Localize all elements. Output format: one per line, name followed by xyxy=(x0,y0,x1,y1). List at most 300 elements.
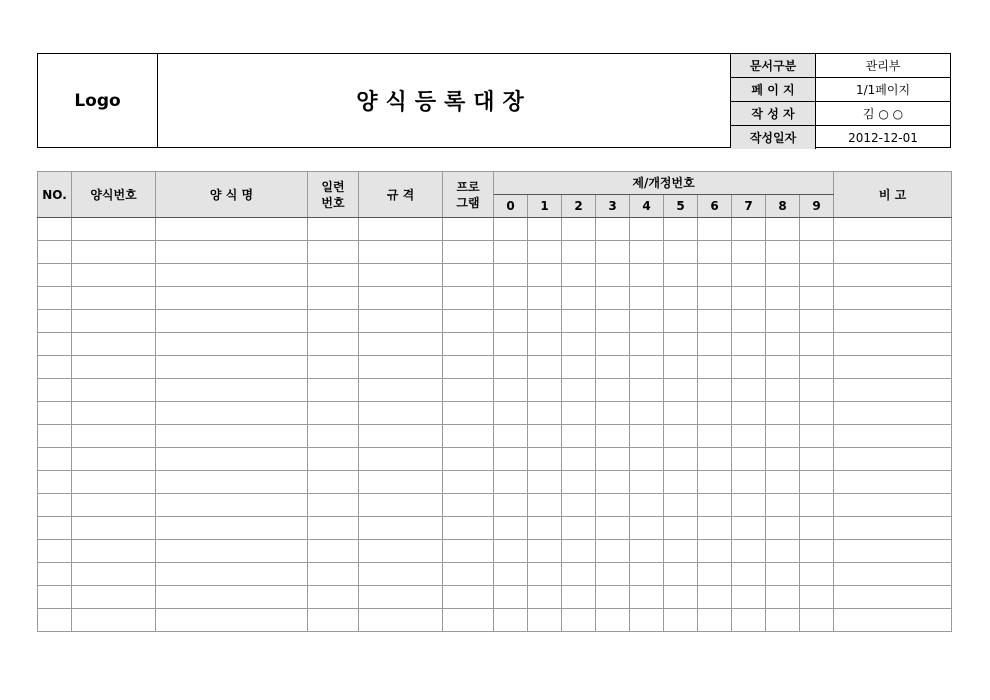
table-cell xyxy=(834,264,952,287)
table-cell xyxy=(359,218,443,241)
info-label: 작성일자 xyxy=(731,126,816,150)
header-revision-7: 7 xyxy=(732,195,766,218)
table-cell xyxy=(494,310,528,333)
table-cell xyxy=(766,379,800,402)
header-revision-3: 3 xyxy=(596,195,630,218)
table-cell xyxy=(72,586,156,609)
table-cell xyxy=(630,540,664,563)
table-cell xyxy=(156,356,308,379)
table-cell xyxy=(156,218,308,241)
table-cell xyxy=(443,494,494,517)
table-cell xyxy=(156,241,308,264)
table-cell xyxy=(732,333,766,356)
table-cell xyxy=(698,402,732,425)
table-cell xyxy=(38,517,72,540)
header-spec: 규 격 xyxy=(359,172,443,218)
info-row-page xyxy=(731,78,950,102)
header-serial-line1: 일련 xyxy=(321,179,345,194)
table-cell xyxy=(596,333,630,356)
table-cell xyxy=(800,586,834,609)
table-cell xyxy=(766,609,800,632)
header-program xyxy=(443,172,494,218)
table-cell xyxy=(698,379,732,402)
table-cell xyxy=(156,540,308,563)
table-cell xyxy=(528,241,562,264)
header-serial-number xyxy=(308,172,359,218)
table-cell xyxy=(596,218,630,241)
table-cell xyxy=(834,517,952,540)
table-cell xyxy=(732,356,766,379)
table-cell xyxy=(72,264,156,287)
table-cell xyxy=(156,494,308,517)
table-cell xyxy=(664,425,698,448)
table-cell xyxy=(800,264,834,287)
table-cell xyxy=(359,241,443,264)
table-cell xyxy=(834,471,952,494)
table-cell xyxy=(72,333,156,356)
table-cell xyxy=(800,448,834,471)
table-cell xyxy=(834,448,952,471)
table-cell xyxy=(800,310,834,333)
table-cell xyxy=(308,402,359,425)
table-cell xyxy=(528,586,562,609)
form-register-table xyxy=(37,171,952,632)
table-cell xyxy=(630,448,664,471)
header-revision-5: 5 xyxy=(664,195,698,218)
table-cell xyxy=(766,402,800,425)
table-cell xyxy=(596,517,630,540)
table-cell xyxy=(698,310,732,333)
table-cell xyxy=(766,425,800,448)
table-cell xyxy=(494,402,528,425)
table-cell xyxy=(359,586,443,609)
table-cell xyxy=(630,241,664,264)
table-cell xyxy=(766,264,800,287)
table-cell xyxy=(156,425,308,448)
table-cell xyxy=(596,494,630,517)
table-cell xyxy=(732,241,766,264)
table-cell xyxy=(494,425,528,448)
table-cell xyxy=(698,241,732,264)
table-cell xyxy=(834,609,952,632)
table-cell xyxy=(443,241,494,264)
table-cell xyxy=(359,310,443,333)
table-cell xyxy=(596,448,630,471)
table-cell xyxy=(443,448,494,471)
table-row xyxy=(38,586,952,609)
table-cell xyxy=(72,517,156,540)
table-cell xyxy=(528,609,562,632)
table-cell xyxy=(528,287,562,310)
table-cell xyxy=(800,517,834,540)
table-cell xyxy=(494,448,528,471)
table-cell xyxy=(630,586,664,609)
table-cell xyxy=(359,540,443,563)
table-cell xyxy=(156,448,308,471)
table-cell xyxy=(443,471,494,494)
table-cell xyxy=(596,379,630,402)
table-cell xyxy=(698,586,732,609)
info-label: 문서구분 xyxy=(731,54,816,78)
table-cell xyxy=(308,494,359,517)
table-cell xyxy=(528,379,562,402)
table-cell xyxy=(72,218,156,241)
table-cell xyxy=(494,264,528,287)
table-cell xyxy=(562,264,596,287)
table-cell xyxy=(494,379,528,402)
table-cell xyxy=(38,448,72,471)
table-cell xyxy=(630,356,664,379)
table-cell xyxy=(698,609,732,632)
table-cell xyxy=(562,517,596,540)
table-cell xyxy=(698,356,732,379)
header-revision-number: 제/개정번호 xyxy=(494,172,834,195)
table-cell xyxy=(494,356,528,379)
table-cell xyxy=(443,517,494,540)
table-cell xyxy=(528,310,562,333)
table-cell xyxy=(38,540,72,563)
table-cell xyxy=(834,333,952,356)
table-cell xyxy=(800,425,834,448)
table-cell xyxy=(38,310,72,333)
table-cell xyxy=(443,218,494,241)
table-cell xyxy=(800,287,834,310)
table-cell xyxy=(308,241,359,264)
table-cell xyxy=(494,494,528,517)
table-cell xyxy=(38,356,72,379)
table-cell xyxy=(494,333,528,356)
table-cell xyxy=(38,402,72,425)
table-cell xyxy=(664,471,698,494)
table-cell xyxy=(834,586,952,609)
table-cell xyxy=(732,494,766,517)
table-cell xyxy=(156,264,308,287)
table-cell xyxy=(664,287,698,310)
table-cell xyxy=(562,379,596,402)
info-value: 2012-12-01 xyxy=(848,130,918,145)
table-cell xyxy=(698,264,732,287)
table-cell xyxy=(732,540,766,563)
table-row xyxy=(38,333,952,356)
table-cell xyxy=(38,264,72,287)
table-row xyxy=(38,218,952,241)
document-header xyxy=(37,53,951,148)
table-cell xyxy=(800,333,834,356)
table-cell xyxy=(72,287,156,310)
document-title: 양식등록대장 xyxy=(158,54,731,147)
table-cell xyxy=(72,471,156,494)
table-cell xyxy=(630,609,664,632)
header-revision-8: 8 xyxy=(766,195,800,218)
table-cell xyxy=(664,586,698,609)
table-cell xyxy=(732,586,766,609)
table-cell xyxy=(38,218,72,241)
table-row xyxy=(38,241,952,264)
info-value: 관리부 xyxy=(816,54,951,78)
table-cell xyxy=(596,356,630,379)
table-cell xyxy=(630,264,664,287)
table-row xyxy=(38,264,952,287)
table-cell xyxy=(38,471,72,494)
table-cell xyxy=(156,609,308,632)
table-cell xyxy=(156,586,308,609)
table-cell xyxy=(562,540,596,563)
table-cell xyxy=(630,471,664,494)
table-cell xyxy=(443,540,494,563)
table-cell xyxy=(766,287,800,310)
table-cell xyxy=(630,494,664,517)
table-cell xyxy=(562,563,596,586)
info-row-category xyxy=(731,54,950,78)
table-row xyxy=(38,448,952,471)
table-cell xyxy=(494,586,528,609)
table-cell xyxy=(494,287,528,310)
table-cell xyxy=(38,287,72,310)
table-cell xyxy=(308,287,359,310)
table-cell xyxy=(359,287,443,310)
header-revision-0: 0 xyxy=(494,195,528,218)
table-cell xyxy=(732,609,766,632)
header-revision-1: 1 xyxy=(528,195,562,218)
table-cell xyxy=(38,379,72,402)
table-cell xyxy=(72,609,156,632)
table-cell xyxy=(528,425,562,448)
table-cell xyxy=(630,379,664,402)
table-cell xyxy=(443,402,494,425)
table-cell xyxy=(156,310,308,333)
table-cell xyxy=(72,356,156,379)
table-cell xyxy=(698,471,732,494)
table-cell xyxy=(596,287,630,310)
table-cell xyxy=(359,402,443,425)
table-cell xyxy=(72,241,156,264)
table-row xyxy=(38,425,952,448)
table-cell xyxy=(800,563,834,586)
table-row xyxy=(38,379,952,402)
table-cell xyxy=(834,379,952,402)
table-cell xyxy=(732,379,766,402)
table-cell xyxy=(528,264,562,287)
table-cell xyxy=(359,333,443,356)
table-cell xyxy=(766,356,800,379)
table-cell xyxy=(359,448,443,471)
table-cell xyxy=(308,264,359,287)
table-cell xyxy=(596,609,630,632)
table-cell xyxy=(664,218,698,241)
table-cell xyxy=(698,563,732,586)
table-cell xyxy=(596,264,630,287)
table-row xyxy=(38,517,952,540)
table-cell xyxy=(630,333,664,356)
table-cell xyxy=(359,563,443,586)
table-cell xyxy=(732,471,766,494)
table-cell xyxy=(562,310,596,333)
table-cell xyxy=(800,379,834,402)
table-cell xyxy=(308,609,359,632)
table-cell xyxy=(664,310,698,333)
table-cell xyxy=(528,218,562,241)
table-cell xyxy=(38,241,72,264)
header-program-line1: 프로 xyxy=(456,179,480,194)
table-cell xyxy=(766,563,800,586)
table-cell xyxy=(698,448,732,471)
table-cell xyxy=(494,609,528,632)
info-label: 페 이 지 xyxy=(731,78,816,102)
table-cell xyxy=(308,471,359,494)
table-cell xyxy=(38,609,72,632)
table-cell xyxy=(562,425,596,448)
table-cell xyxy=(443,425,494,448)
table-cell xyxy=(766,540,800,563)
table-cell xyxy=(664,563,698,586)
table-cell xyxy=(664,448,698,471)
table-cell xyxy=(732,264,766,287)
table-cell xyxy=(443,264,494,287)
table-cell xyxy=(359,379,443,402)
table-cell xyxy=(562,448,596,471)
table-cell xyxy=(72,379,156,402)
table-cell xyxy=(766,471,800,494)
table-cell xyxy=(664,517,698,540)
table-row xyxy=(38,540,952,563)
table-cell xyxy=(834,494,952,517)
table-cell xyxy=(698,218,732,241)
table-cell xyxy=(528,517,562,540)
table-cell xyxy=(630,402,664,425)
table-cell xyxy=(596,402,630,425)
table-cell xyxy=(494,241,528,264)
table-row xyxy=(38,287,952,310)
table-cell xyxy=(834,218,952,241)
table-cell xyxy=(528,356,562,379)
table-cell xyxy=(562,333,596,356)
document-info-table xyxy=(731,54,950,149)
table-cell xyxy=(38,563,72,586)
table-cell xyxy=(494,218,528,241)
table-row xyxy=(38,356,952,379)
table-cell xyxy=(664,356,698,379)
table-cell xyxy=(528,494,562,517)
info-value: 1/1페이지 xyxy=(816,78,951,102)
table-cell xyxy=(664,333,698,356)
table-cell xyxy=(834,540,952,563)
table-cell xyxy=(732,425,766,448)
table-cell xyxy=(766,517,800,540)
table-cell xyxy=(72,563,156,586)
table-cell xyxy=(596,310,630,333)
table-cell xyxy=(443,310,494,333)
table-cell xyxy=(596,540,630,563)
table-cell xyxy=(359,494,443,517)
table-cell xyxy=(834,402,952,425)
table-cell xyxy=(443,379,494,402)
table-cell xyxy=(766,494,800,517)
table-cell xyxy=(596,425,630,448)
table-cell xyxy=(443,287,494,310)
table-cell xyxy=(72,402,156,425)
table-cell xyxy=(443,609,494,632)
register-body xyxy=(38,218,952,632)
table-cell xyxy=(732,310,766,333)
table-cell xyxy=(494,471,528,494)
table-cell xyxy=(630,425,664,448)
table-cell xyxy=(664,609,698,632)
table-cell xyxy=(800,609,834,632)
table-cell xyxy=(308,379,359,402)
table-cell xyxy=(800,494,834,517)
table-cell xyxy=(834,425,952,448)
table-cell xyxy=(359,517,443,540)
table-cell xyxy=(72,310,156,333)
table-cell xyxy=(156,333,308,356)
table-cell xyxy=(766,448,800,471)
table-cell xyxy=(72,448,156,471)
table-cell xyxy=(443,333,494,356)
table-cell xyxy=(156,402,308,425)
table-cell xyxy=(766,218,800,241)
table-cell xyxy=(308,563,359,586)
table-cell xyxy=(834,287,952,310)
header-program-line2: 그램 xyxy=(456,195,480,210)
table-cell xyxy=(732,517,766,540)
table-cell xyxy=(359,264,443,287)
table-row xyxy=(38,471,952,494)
logo: Logo xyxy=(38,54,158,147)
header-revision-6: 6 xyxy=(698,195,732,218)
table-cell xyxy=(528,448,562,471)
header-serial-line2: 번호 xyxy=(321,195,345,210)
table-cell xyxy=(732,448,766,471)
table-cell xyxy=(596,471,630,494)
table-cell xyxy=(562,356,596,379)
table-cell xyxy=(698,333,732,356)
table-cell xyxy=(308,310,359,333)
table-cell xyxy=(766,241,800,264)
table-cell xyxy=(308,356,359,379)
header-form-name: 양 식 명 xyxy=(156,172,308,218)
table-cell xyxy=(443,586,494,609)
table-cell xyxy=(359,471,443,494)
table-cell xyxy=(359,609,443,632)
table-cell xyxy=(732,402,766,425)
table-cell xyxy=(664,494,698,517)
table-cell xyxy=(562,494,596,517)
table-cell xyxy=(443,563,494,586)
table-cell xyxy=(596,563,630,586)
table-cell xyxy=(630,218,664,241)
table-cell xyxy=(156,379,308,402)
header-revision-4: 4 xyxy=(630,195,664,218)
table-cell xyxy=(443,356,494,379)
table-cell xyxy=(38,425,72,448)
table-cell xyxy=(308,517,359,540)
header-remarks: 비 고 xyxy=(834,172,952,218)
table-cell xyxy=(834,356,952,379)
table-cell xyxy=(630,287,664,310)
table-cell xyxy=(528,402,562,425)
table-cell xyxy=(834,563,952,586)
table-cell xyxy=(596,241,630,264)
table-cell xyxy=(732,287,766,310)
table-cell xyxy=(308,218,359,241)
table-cell xyxy=(766,586,800,609)
table-cell xyxy=(630,517,664,540)
table-cell xyxy=(38,586,72,609)
table-cell xyxy=(630,563,664,586)
table-cell xyxy=(800,471,834,494)
table-cell xyxy=(732,563,766,586)
table-cell xyxy=(664,540,698,563)
